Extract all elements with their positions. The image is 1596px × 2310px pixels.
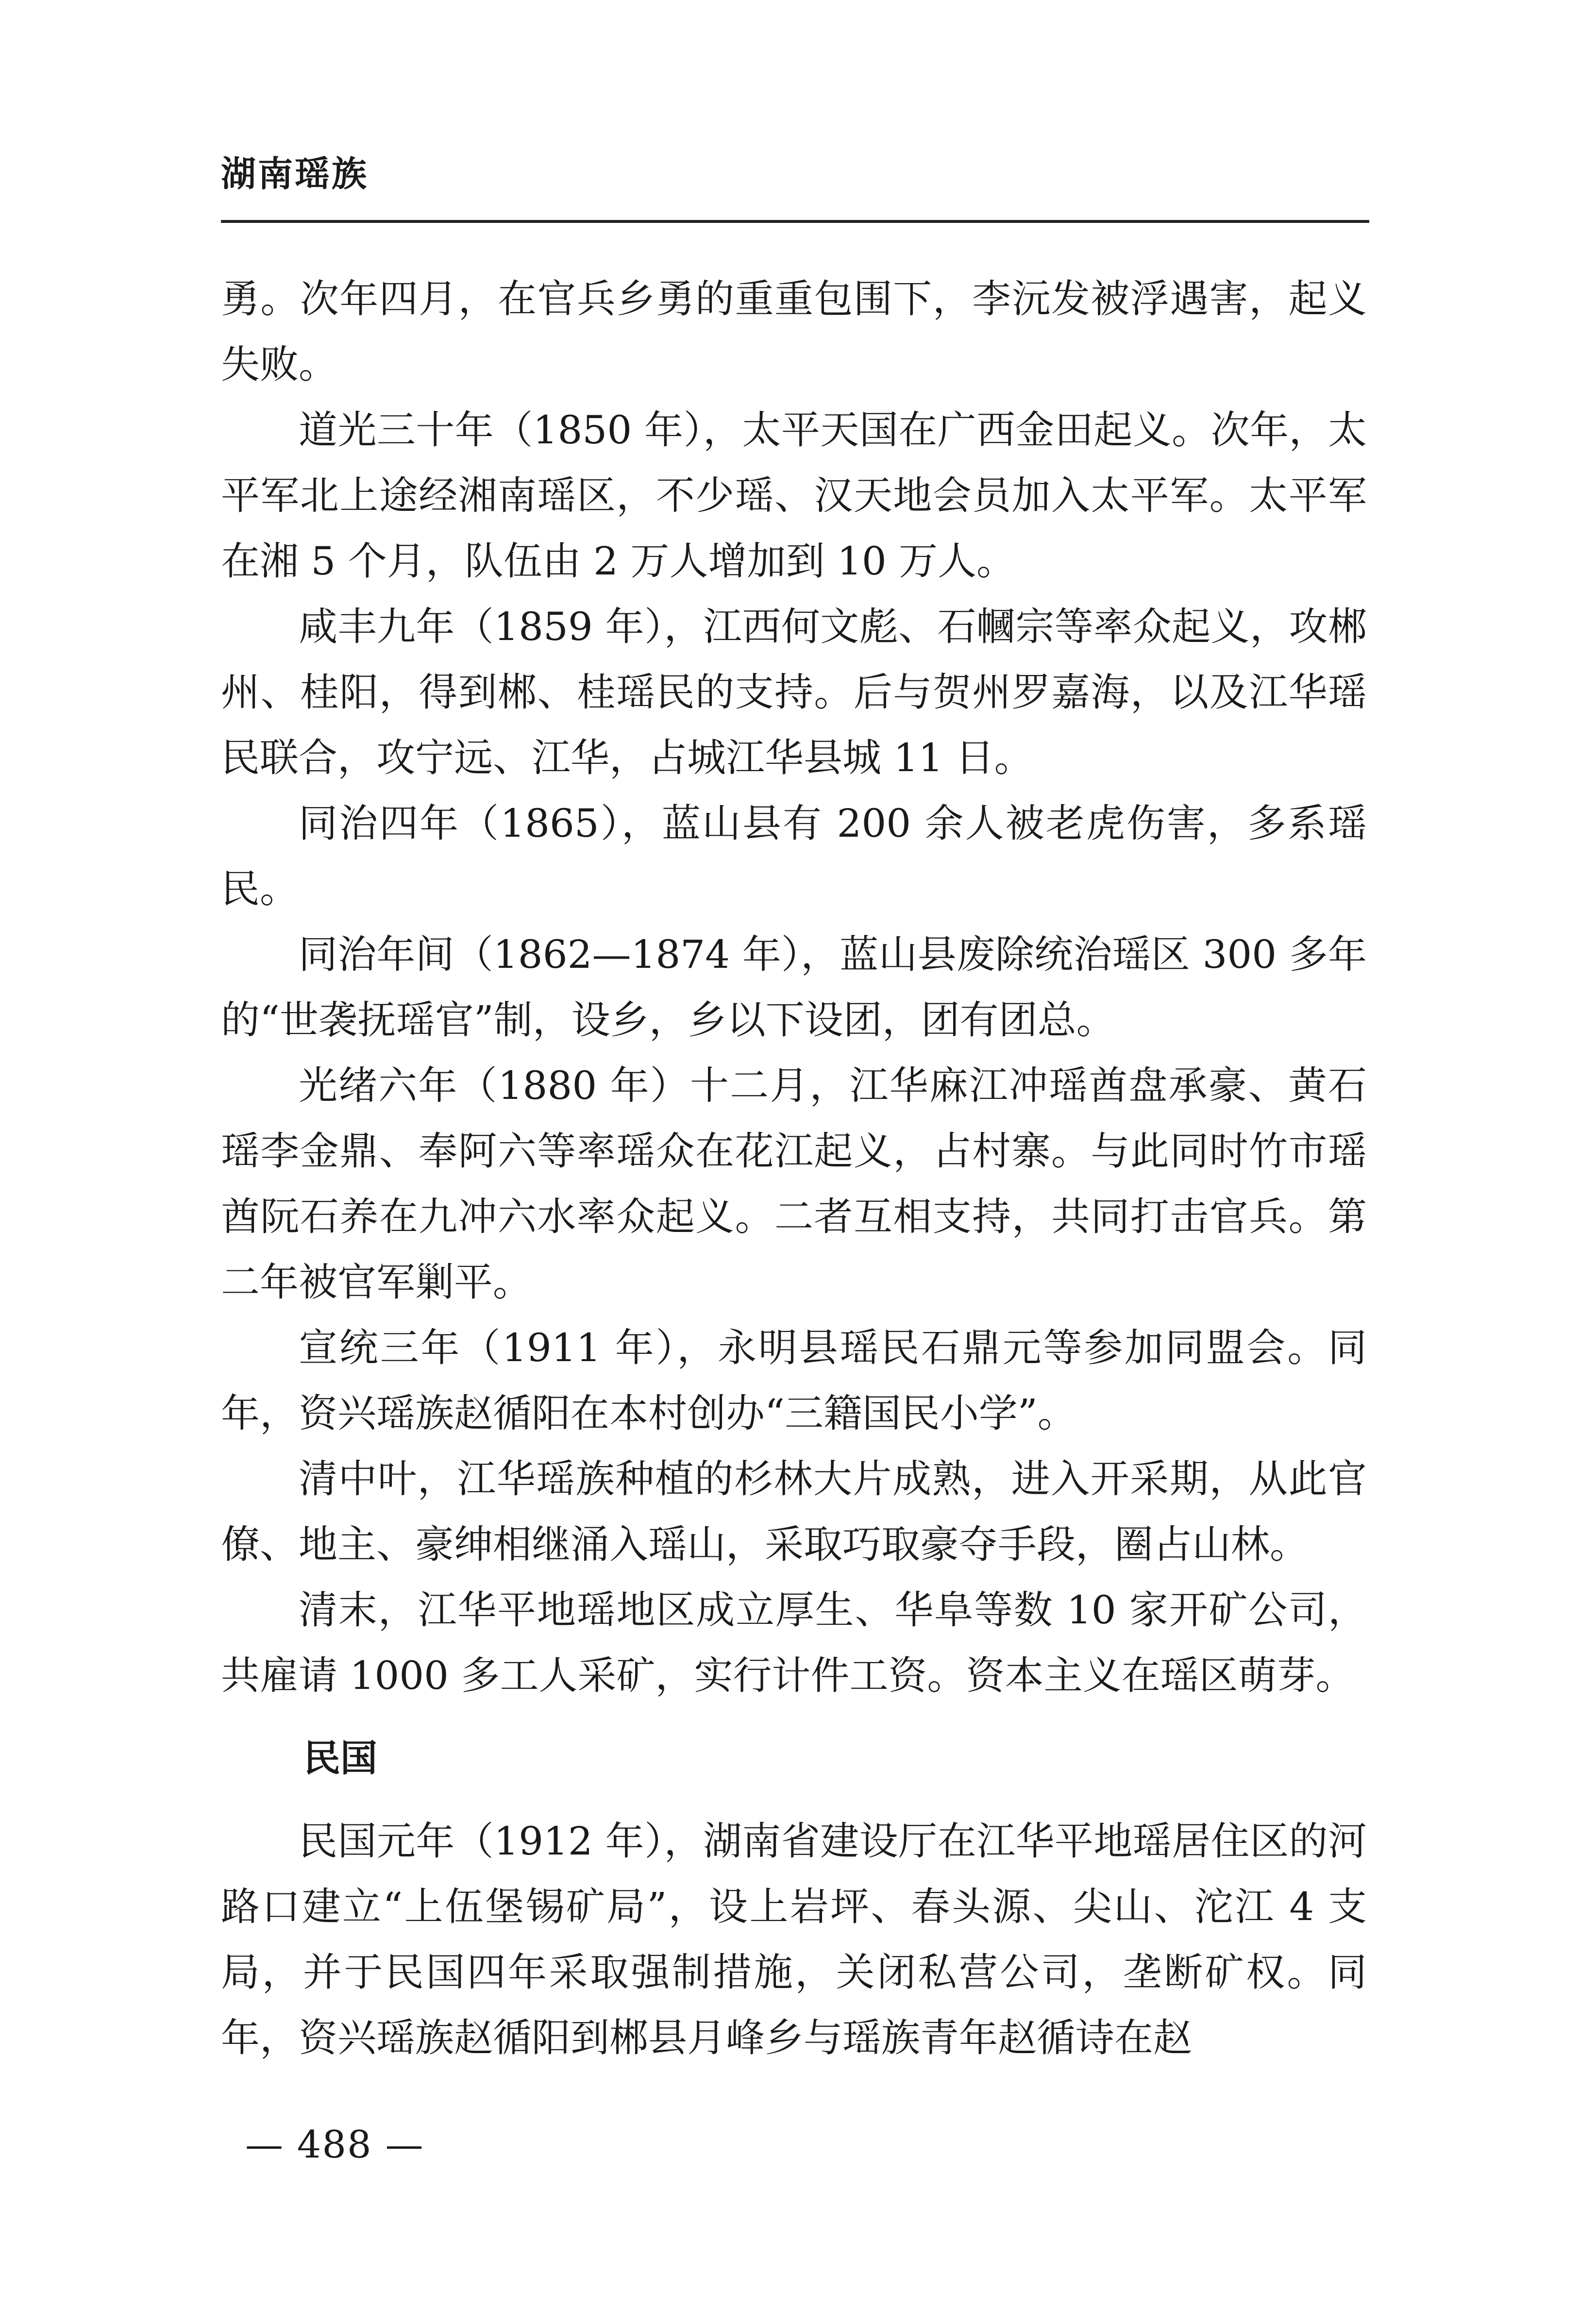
paragraph-xianfeng-9: 咸丰九年（1859 年），江西何文彪、石幗宗等率众起义，攻郴州、桂阳，得到郴、桂瑶民的支持。后与贺州罗嘉海，以及江华瑶民联合，攻宁远、江华，占城江华县城 11 日。 — [221, 604, 1367, 780]
paragraph-daoguang-30: 道光三十年（1850 年），太平天国在广西金田起义。次年，太平军北上途经湘南瑶区，不少瑶、汉天地会员加入太平军。太平军在湘 5 个月，队伍由 2 万人增加到 10 万人。 — [221, 407, 1367, 584]
paragraph-late-qing: 清末，江华平地瑶地区成立厚生、华阜等数 10 家开矿公司，共雇请 1000 多工人采矿，实行计件工资。资本主义在瑶区萌芽。 — [221, 1587, 1367, 1698]
section-heading-minguo: 民国 — [303, 1737, 377, 1780]
running-head-title: 湖南瑶族 — [221, 153, 369, 194]
page-number: — 488 — — [245, 2123, 424, 2167]
paragraph-tongzhi-4: 同治四年（1865），蓝山县有 200 余人被老虎伤害，多系瑶民。 — [221, 801, 1367, 911]
body-text — [221, 266, 1367, 2071]
paragraph-continuation: 勇。次年四月，在官兵乡勇的重重包围下，李沅发被浮遇害，起义失败。 — [221, 276, 1367, 387]
paragraph-xuantong-3: 宣统三年（1911 年），永明县瑶民石鼎元等参加同盟会。同年，资兴瑶族赵循阳在本村创办“三籍国民小学”。 — [221, 1325, 1367, 1436]
header-rule — [221, 220, 1369, 223]
paragraph-mid-qing: 清中叶，江华瑶族种植的杉林大片成熟，进入开采期，从此官僚、地主、豪绅相继涌入瑶山，采取巧取豪夺手段，圈占山林。 — [221, 1456, 1367, 1567]
paragraph-guangxu-6: 光绪六年（1880 年）十二月，江华麻江冲瑶酋盘承豪、黄石瑶李金鼎、奉阿六等率瑶众在花江起义，占村寨。与此同时竹市瑶酋阮石养在九冲六水率众起义。二者互相支持，共同打击官兵。第二年被官军剿平。 — [221, 1063, 1367, 1305]
paragraph-tongzhi-period: 同治年间（1862—1874 年），蓝山县废除统治瑶区 300 多年的“世袭抚瑶官”制，设乡，乡以下设团，团有团总。 — [221, 932, 1367, 1043]
paragraph-minguo-1: 民国元年（1912 年），湖南省建设厅在江华平地瑶居住区的河路口建立“上伍堡锡矿局”，设上岩坪、春头源、尖山、沱江 4 支局，并于民国四年采取强制措施，关闭私营公司，垄断矿权。同年，资兴瑶族赵循阳到郴县月峰乡与瑶族青年赵循诗在赵 — [221, 1819, 1367, 2060]
